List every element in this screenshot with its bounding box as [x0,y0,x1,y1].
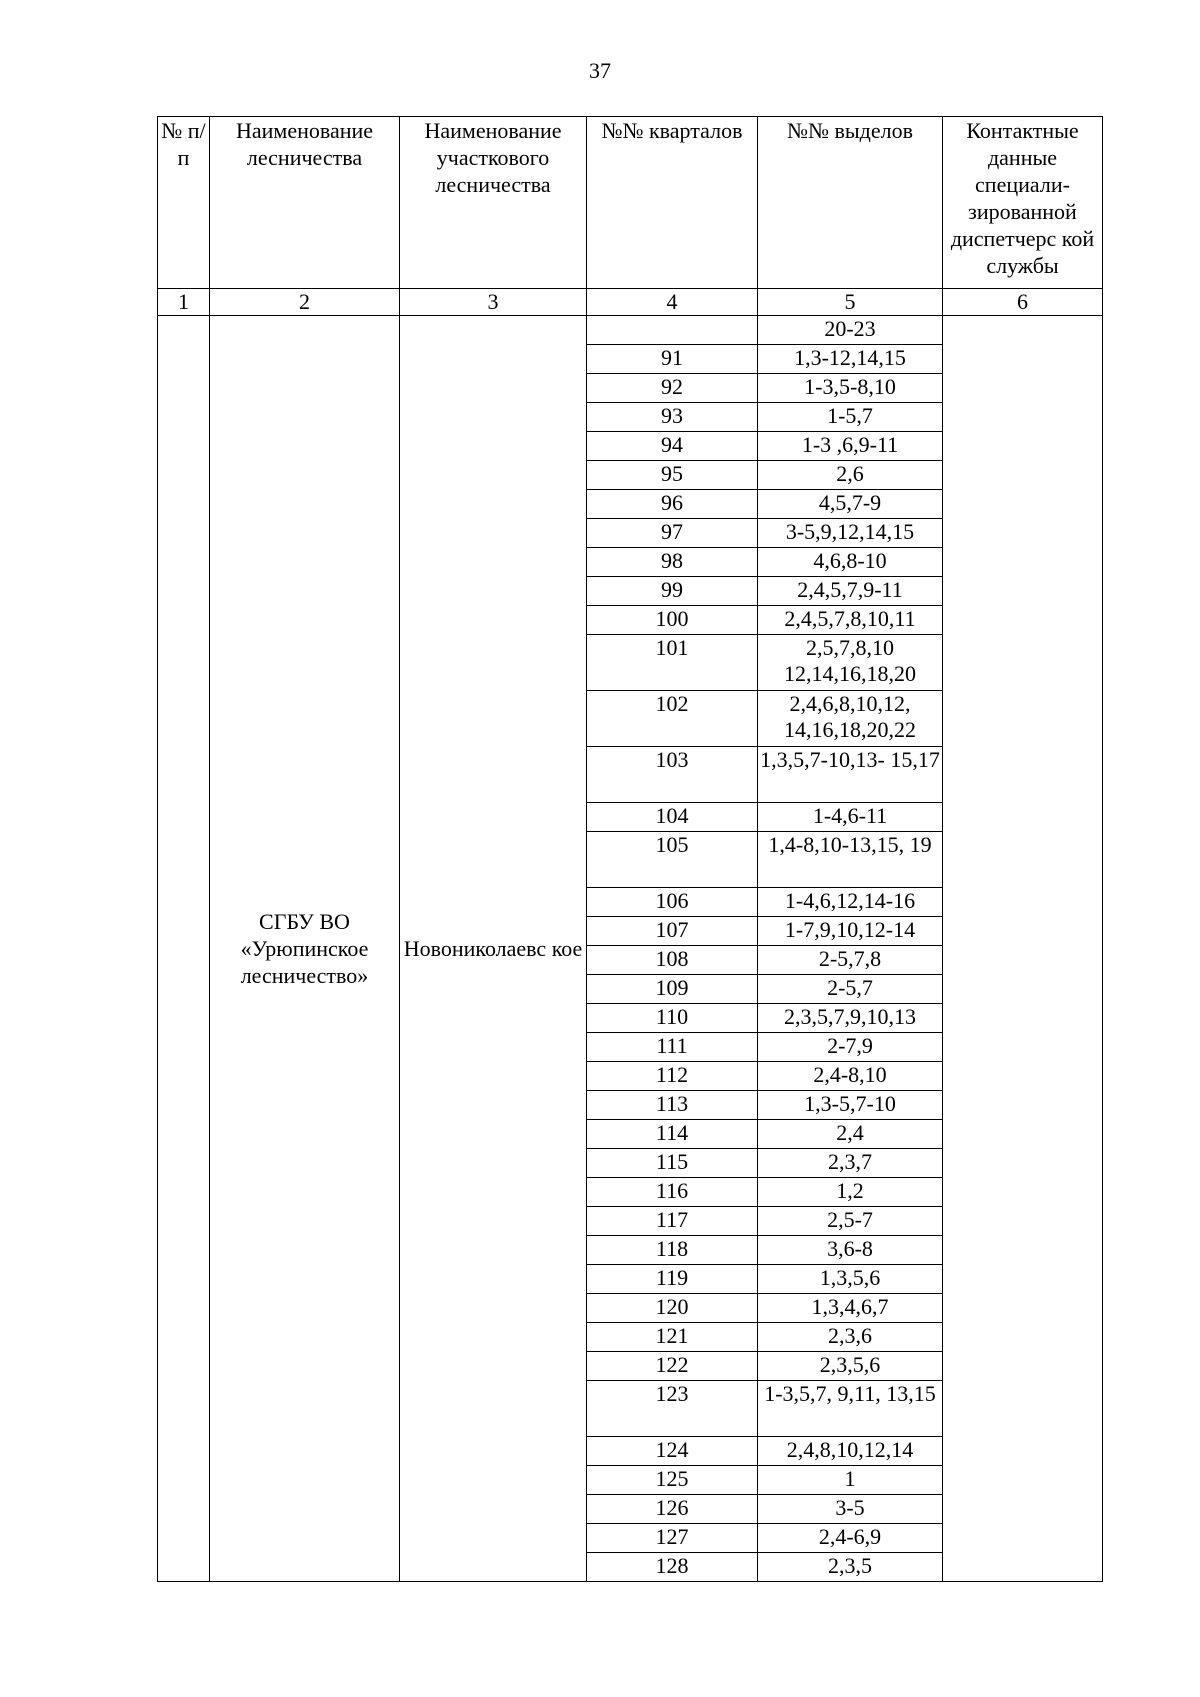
allotment-numbers: 4,5,7-9 [758,490,943,519]
header-district: Наименование участкового лесничества [400,117,587,289]
allotment-numbers: 1-3,5-8,10 [758,374,943,403]
column-number: 1 [158,289,210,316]
quarter-number: 115 [587,1149,758,1178]
allotment-numbers: 2,4 [758,1120,943,1149]
header-allotments: №№ выделов [758,117,943,289]
quarter-number: 110 [587,1004,758,1033]
allotment-numbers: 2,4,5,7,9-11 [758,577,943,606]
allotment-numbers: 1-5,7 [758,403,943,432]
allotment-numbers: 1,3,5,6 [758,1265,943,1294]
quarter-number: 92 [587,374,758,403]
header-forestry: Наименование лесничества [210,117,400,289]
header-num: № п/п [158,117,210,289]
allotment-numbers: 1-3,5,7, 9,11, 13,15 [758,1381,943,1437]
header-row [158,117,1103,289]
allotment-numbers: 2,3,7 [758,1149,943,1178]
allotment-numbers: 2-7,9 [758,1033,943,1062]
allotment-numbers: 2,5,7,8,10 12,14,16,18,20 [758,635,943,691]
allotment-numbers: 2,3,5 [758,1553,943,1582]
column-number: 6 [943,289,1103,316]
quarter-number: 93 [587,403,758,432]
allotment-numbers: 4,6,8-10 [758,548,943,577]
table-body [158,316,1103,1582]
quarter-number: 123 [587,1381,758,1437]
quarter-number: 101 [587,635,758,691]
header-contacts: Контактные данные специали-зированной диспетчерс кой службы [943,117,1103,289]
allotment-numbers: 2,3,5,6 [758,1352,943,1381]
quarter-number: 116 [587,1178,758,1207]
quarter-number: 96 [587,490,758,519]
column-number: 2 [210,289,400,316]
district-name: Новониколаевс кое [400,316,587,1582]
allotment-numbers: 3-5 [758,1495,943,1524]
column-number-row [158,289,1103,316]
allotment-numbers: 2,3,6 [758,1323,943,1352]
quarter-number: 107 [587,917,758,946]
quarter-number: 99 [587,577,758,606]
quarter-number: 94 [587,432,758,461]
allotment-numbers: 1-4,6,12,14-16 [758,888,943,917]
allotment-numbers: 2,4,8,10,12,14 [758,1437,943,1466]
quarter-number: 104 [587,803,758,832]
allotment-numbers: 1,3-12,14,15 [758,345,943,374]
quarter-number: 124 [587,1437,758,1466]
quarter-number: 105 [587,832,758,888]
allotment-numbers: 2-5,7,8 [758,946,943,975]
quarter-number: 91 [587,345,758,374]
quarter-number: 112 [587,1062,758,1091]
column-number: 4 [587,289,758,316]
quarter-number: 113 [587,1091,758,1120]
quarter-number: 108 [587,946,758,975]
allotment-numbers: 1,3-5,7-10 [758,1091,943,1120]
allotment-numbers: 2,4,6,8,10,12, 14,16,18,20,22 [758,691,943,747]
column-number: 5 [758,289,943,316]
contacts-cell [943,316,1103,1582]
allotment-numbers: 20-23 [758,316,943,345]
quarter-number: 120 [587,1294,758,1323]
quarter-number: 100 [587,606,758,635]
quarter-number: 102 [587,691,758,747]
allotment-numbers: 2,4-8,10 [758,1062,943,1091]
quarter-number: 119 [587,1265,758,1294]
allotment-numbers: 2,6 [758,461,943,490]
quarter-number: 97 [587,519,758,548]
allotment-numbers: 2,4,5,7,8,10,11 [758,606,943,635]
allotment-numbers: 1 [758,1466,943,1495]
allotment-numbers: 2-5,7 [758,975,943,1004]
quarter-number: 103 [587,747,758,803]
quarter-number: 117 [587,1207,758,1236]
quarter-number: 118 [587,1236,758,1265]
allotment-numbers: 1,2 [758,1178,943,1207]
allotment-numbers: 2,4-6,9 [758,1524,943,1553]
quarter-number: 125 [587,1466,758,1495]
allotment-numbers: 1,3,5,7-10,13- 15,17 [758,747,943,803]
column-number: 3 [400,289,587,316]
num-cell [158,316,210,1582]
quarter-number [587,316,758,345]
quarter-number: 122 [587,1352,758,1381]
allotment-numbers: 1-4,6-11 [758,803,943,832]
quarter-number: 127 [587,1524,758,1553]
allotment-numbers: 3-5,9,12,14,15 [758,519,943,548]
quarter-number: 111 [587,1033,758,1062]
allotment-numbers: 3,6-8 [758,1236,943,1265]
header-quarters: №№ кварталов [587,117,758,289]
quarter-number: 121 [587,1323,758,1352]
table-row [158,316,1103,345]
quarter-number: 95 [587,461,758,490]
forestry-table [157,116,1103,1582]
quarter-number: 114 [587,1120,758,1149]
page-number: 37 [589,58,611,83]
allotment-numbers: 1-7,9,10,12-14 [758,917,943,946]
forestry-name: СГБУ ВО «Урюпинское лесничество» [210,316,400,1582]
quarter-number: 98 [587,548,758,577]
quarter-number: 106 [587,888,758,917]
allotment-numbers: 2,5-7 [758,1207,943,1236]
allotment-numbers: 1,4-8,10-13,15, 19 [758,832,943,888]
quarter-number: 126 [587,1495,758,1524]
allotment-numbers: 2,3,5,7,9,10,13 [758,1004,943,1033]
allotment-numbers: 1,3,4,6,7 [758,1294,943,1323]
quarter-number: 109 [587,975,758,1004]
allotment-numbers: 1-3 ,6,9-11 [758,432,943,461]
quarter-number: 128 [587,1553,758,1582]
